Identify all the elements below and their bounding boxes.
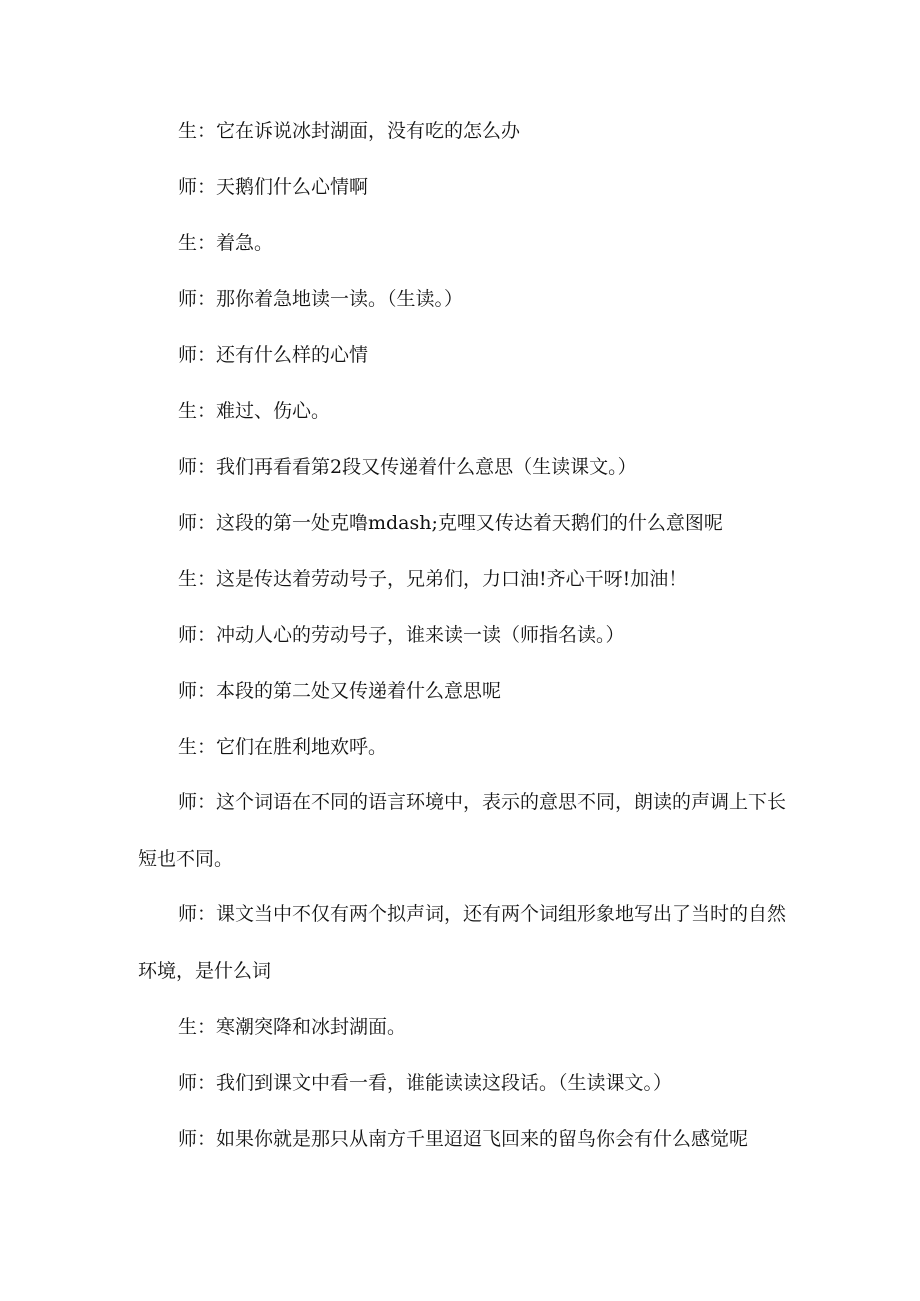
paragraph-7: 师：我们再看看第2段又传递着什么意思（生读课文。） [178,456,637,478]
paragraph-12: 生：它们在胜利地欢呼。 [178,736,388,758]
paragraph-4: 师：那你着急地读一读。（生读。） [178,288,464,310]
paragraph-2: 师：天鹅们什么心情啊 [178,176,369,198]
paragraph-1: 生：它在诉说冰封湖面，没有吃的怎么办 [178,120,521,142]
paragraph-16: 师：我们到课文中看一看，谁能读读这段话。（生读课文。） [178,1072,673,1094]
paragraph-15: 生：寒潮突降和冰封湖面。 [178,1016,407,1038]
paragraph-11: 师：本段的第二处又传递着什么意思呢 [178,680,502,702]
paragraph-3: 生：着急。 [178,232,274,254]
paragraph-9: 生：这是传达着劳动号子，兄弟们，力口油!齐心干呀!加油！ [178,568,688,590]
paragraph-17: 师：如果你就是那只从南方千里迢迢飞回来的留鸟你会有什么感觉呢 [178,1128,749,1150]
document-body [138,114,788,1178]
paragraph-5: 师：还有什么样的心情 [178,344,369,366]
paragraph-13: 师：这个词语在不同的语言环境中，表示的意思不同，朗读的声调上下长短也不同。 [138,791,787,870]
paragraph-10: 师：冲动人心的劳动号子，谁来读一读（师指名读。） [178,624,625,646]
paragraph-6: 生：难过、伤心。 [178,400,331,422]
paragraph-14: 师：课文当中不仅有两个拟声词，还有两个词组形象地写出了当时的自然环境，是什么词 [138,903,787,982]
paragraph-8: 师：这段的第一处克噜mdash;克哩又传达着天鹅们的什么意图呢 [178,512,723,534]
